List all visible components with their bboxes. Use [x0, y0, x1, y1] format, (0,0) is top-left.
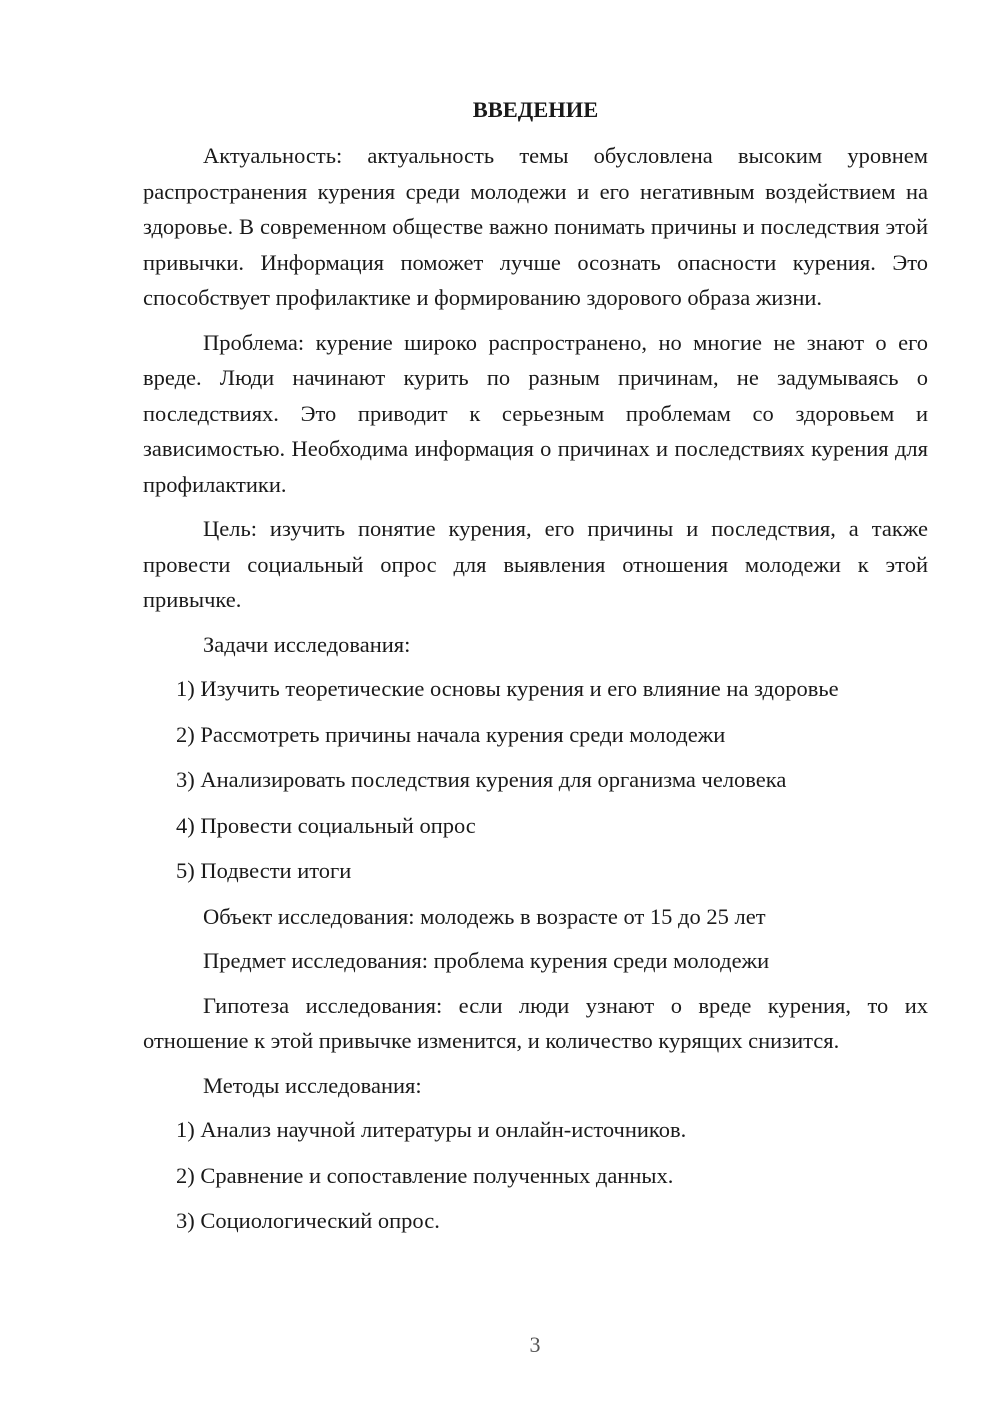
subject-line: Предмет исследования: проблема курения среди молодежи [203, 948, 770, 973]
tasks-heading: Задачи исследования: [203, 631, 411, 657]
list-item: 4) Провести социальный опрос [176, 812, 476, 838]
tasks-list [143, 671, 928, 889]
list-item: 3) Социологический опрос. [176, 1208, 440, 1233]
problem-paragraph: Проблема: курение широко распространено, но многие не знают о его вреде. Люди начинают курить по разным причинам, не задумываясь о последствиях. Это приводит к серьезным проблемам со здоровьем и зависимостью. Необходима информация о причинах и последствиях курения для профилактики. [143, 329, 928, 497]
object-line: Объект исследования: молодежь в возрасте от 15 до 25 лет [203, 903, 766, 929]
goal-paragraph: Цель: изучить понятие курения, его причины и последствия, а также провести социальный опрос для выявления отношения молодежи к этой привычке. [143, 516, 928, 612]
list-item: 1) Анализ научной литературы и онлайн-источников. [176, 1117, 687, 1142]
list-item: 1) Изучить теоретические основы курения и его влияние на здоровье [176, 676, 839, 701]
document-page [143, 92, 928, 1249]
list-item: 2) Рассмотреть причины начала курения среди молодежи [176, 721, 726, 747]
methods-heading: Методы исследования: [203, 1072, 422, 1098]
page-number: 3 [529, 1332, 541, 1357]
page-title: ВВЕДЕНИЕ [472, 97, 599, 122]
relevance-paragraph: Актуальность: актуальность темы обусловлена высоким уровнем распространения курения среди молодежи и его негативным воздействием на здоровье. В современном обществе важно понимать причины и последствия этой привычки. Информация поможет лучше осознать опасности курения. Это способствует профилактике и формированию здорового образа жизни. [143, 143, 928, 310]
hypothesis-paragraph: Гипотеза исследования: если люди узнают о вреде курения, то их отношение к этой привычке изменится, и количество курящих снизится. [143, 992, 928, 1053]
list-item: 3) Анализировать последствия курения для организма человека [176, 767, 787, 792]
list-item: 2) Сравнение и сопоставление полученных данных. [176, 1162, 674, 1188]
list-item: 5) Подвести итоги [176, 858, 352, 883]
methods-list [143, 1112, 928, 1239]
